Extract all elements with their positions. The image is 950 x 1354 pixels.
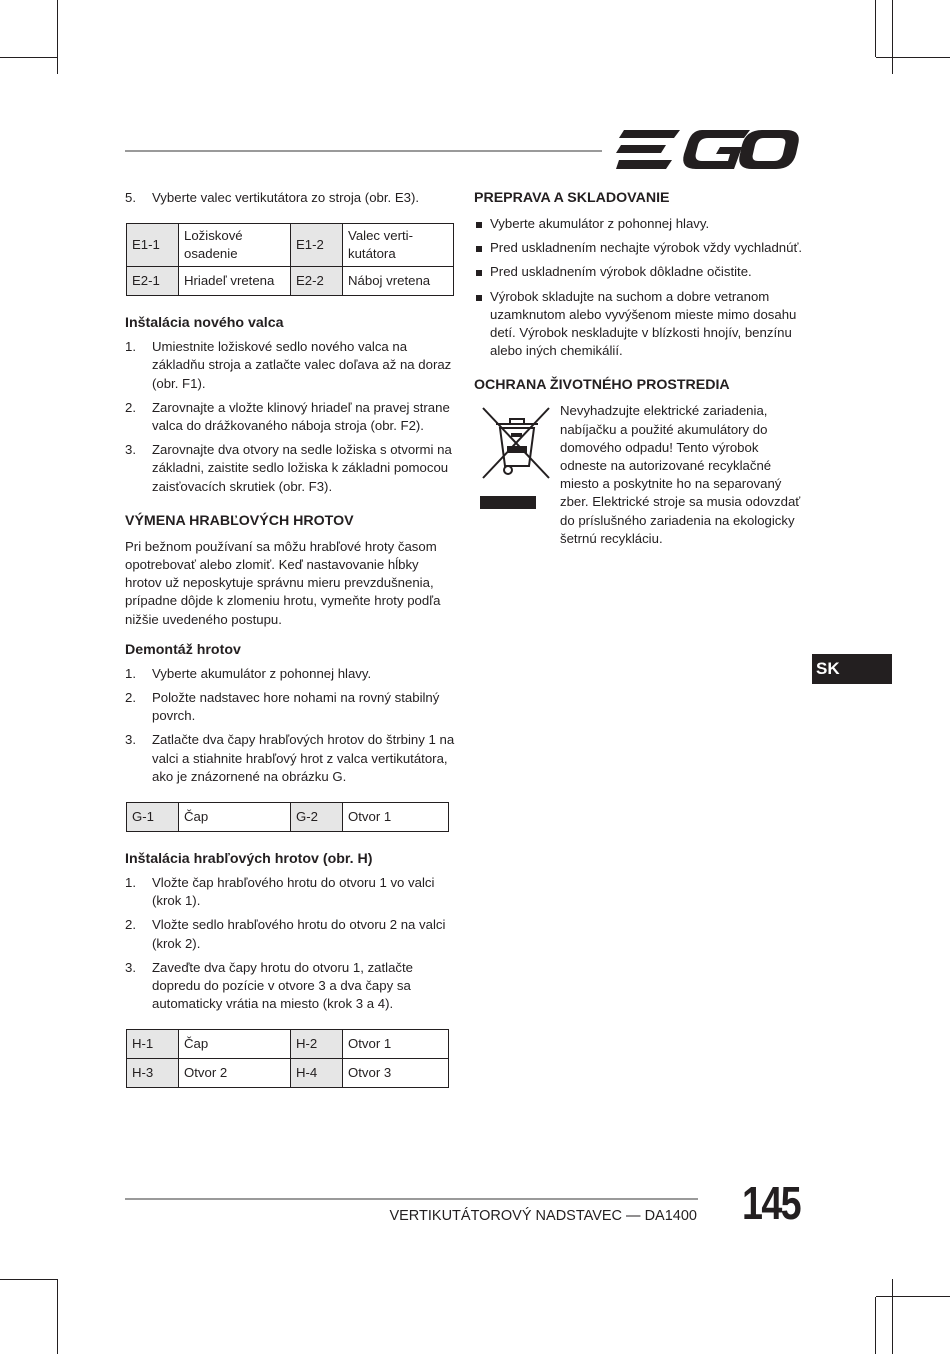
crop-mark [0, 1279, 57, 1280]
list-item [125, 441, 455, 496]
table-cell: E2-2 [291, 267, 343, 296]
crop-mark [876, 1296, 950, 1297]
language-tab: SK [812, 654, 892, 684]
table-row [127, 267, 454, 296]
step-list-remove-tines [125, 665, 455, 786]
table-cell: H-2 [291, 1030, 343, 1059]
crop-mark [0, 57, 57, 58]
table-cell: Otvor 1 [343, 803, 449, 832]
table-row [127, 1030, 449, 1059]
table-cell: Otvor 1 [343, 1030, 449, 1059]
footer-title: VERTIKUTÁTOROVÝ NADSTAVEC — DA1400 [389, 1208, 697, 1224]
step-text: Zatlačte dva čapy hrabľových hrotov do štrbiny 1 na valci a stiahnite hrabľový hrot z valca vertikutátora, ako je znázornené na obrázku G. [152, 732, 455, 784]
reference-table-h [126, 1029, 449, 1088]
step-number: 2. [125, 917, 136, 933]
reference-table-g [126, 802, 449, 832]
table-row [127, 1059, 449, 1088]
section-heading-install-tines: Inštalácia hrabľových hrotov (obr. H) [125, 851, 373, 868]
bullet-list-transport [474, 215, 804, 360]
table-cell: E1-1 [127, 224, 179, 267]
step-list-install-tines [125, 874, 455, 1013]
section-heading-replace-tines: VÝMENA HRABĽOVÝCH HROTOV [125, 512, 354, 529]
reference-table-e [126, 223, 454, 296]
list-item: Pred uskladnením výrobok dôkladne očistite. [474, 263, 804, 281]
list-item [125, 665, 455, 683]
step-text: Vložte čap hrabľového hrotu do otvoru 1 vo valci (krok 1). [152, 875, 435, 909]
step-list-install-roller [125, 338, 455, 496]
step-text: Vyberte valec vertikutátora zo stroja (obr. E3). [152, 190, 420, 205]
paragraph-replace-tines: Pri bežnom používaní sa môžu hrabľové hroty časom opotrebovať alebo zlomiť. Keď nastavovanie hĺbky hrotov už neposkytuje správnu mieru prevzdušnenia, prípadne dôjde k zlomeniu hrotu, vymeňte hroty podľa nižšie uvedeného postupu. [125, 538, 441, 627]
footer-rule [125, 1198, 698, 1200]
table-cell: Otvor 3 [343, 1059, 449, 1088]
step-text: Umiestnite ložiskové sedlo nového valca na základňu stroja a zatlačte valec doľava až na doraz (obr. F1). [152, 339, 452, 391]
table-row [127, 803, 449, 832]
table-row [127, 224, 454, 267]
list-item: Výrobok skladujte na suchom a dobre vetranom uzamknutom alebo vyvýšenom mieste mimo dosahu detí. Výrobok neskladujte v blízkosti hnojív, benzínu alebo iných chemikálií. [474, 288, 804, 361]
step-number: 3. [125, 442, 136, 458]
step-number: 1. [125, 665, 136, 681]
list-item: Pred uskladnením nechajte výrobok vždy vychladnúť. [474, 239, 804, 257]
list-item [125, 874, 455, 910]
list-item [125, 189, 455, 207]
table-cell: Čap [179, 803, 291, 832]
left-column [125, 189, 455, 1088]
table-cell: G-2 [291, 803, 343, 832]
step-number: 3. [125, 959, 136, 975]
step-text: Zaveďte dva čapy hrotu do otvoru 1, zatlačte dopredu do pozície v otvore 3 a dva čapy sa automaticky vrátia na miesto (krok 3 a 4). [152, 959, 414, 1012]
step-text: Položte nadstavec hore nohami na rovný stabilný povrch. [152, 690, 440, 724]
list-item [125, 689, 455, 725]
section-heading-install-roller: Inštalácia nového valca [125, 315, 284, 332]
list-item [125, 731, 455, 786]
table-cell: Náboj vretena [343, 267, 454, 296]
step-number: 3. [125, 732, 136, 748]
right-column [474, 189, 804, 548]
crop-mark [875, 0, 876, 57]
list-item [125, 916, 455, 952]
section-heading-remove-tines: Demontáž hrotov [125, 641, 241, 658]
step-number: 2. [125, 690, 136, 706]
crop-mark [892, 0, 893, 74]
environment-text: Nevyhadzujte elektrické zariadenia, nabíjačku a použité akumulátory do domového odpadu! Tento výrobok odneste na autorizované recyklačné miesto a poskytnite ho na separovaný zber. Elektrické stroje sa musia odovzdať do príslušného zariadenia na ekologicky šetrnú recykláciu. [560, 403, 801, 546]
ego-logo [616, 128, 801, 172]
header-rule [125, 150, 602, 152]
step-text: Zarovnajte a vložte klinový hriadeľ na pravej strane valca do drážkovaného náboja stroja (obr. F2). [152, 399, 450, 434]
page-number: 145 [742, 1177, 801, 1229]
table-cell: Čap [179, 1030, 291, 1059]
table-cell: E1-2 [291, 224, 343, 267]
step-list-remove-roller [125, 189, 455, 207]
list-item [125, 338, 455, 393]
step-number: 1. [125, 875, 136, 891]
step-text: Vložte sedlo hrabľového hrotu do otvoru 2 na valci (krok 2). [152, 917, 446, 951]
step-number: 5. [125, 190, 136, 205]
table-cell: Ložiskové osadenie [179, 224, 291, 267]
step-text: Vyberte akumulátor z pohonnej hlavy. [152, 665, 372, 681]
table-cell: Valec vertikutátora [343, 224, 454, 267]
crop-mark [875, 1297, 876, 1354]
crop-mark [892, 1279, 893, 1354]
list-item [125, 959, 455, 1014]
list-item: Vyberte akumulátor z pohonnej hlavy. [474, 215, 804, 233]
table-cell: Otvor 2 [179, 1059, 291, 1088]
table-cell: Hriadeľ vretena [179, 267, 291, 296]
table-cell: H-1 [127, 1030, 179, 1059]
section-heading-transport: PREPRAVA A SKLADOVANIE [474, 190, 670, 206]
environment-block [474, 402, 804, 548]
step-number: 1. [125, 339, 136, 355]
crop-mark [57, 1279, 58, 1354]
list-item [125, 399, 455, 435]
step-text: Zarovnajte dva otvory na sedle ložiska s otvormi na základni, zaistite sedlo ložiska k základni pomocou zaisťovacích skrutiek (obr. F3). [152, 442, 452, 494]
table-cell: H-4 [291, 1059, 343, 1088]
table-cell: E2-1 [127, 267, 179, 296]
table-cell: H-3 [127, 1059, 179, 1088]
step-number: 2. [125, 399, 136, 415]
crop-mark [876, 57, 950, 58]
section-heading-environment: OCHRANA ŽIVOTNÉHO PROSTREDIA [474, 377, 730, 394]
crossed-out-wheelie-bin-icon [480, 402, 554, 510]
table-cell: G-1 [127, 803, 179, 832]
crop-mark [57, 0, 58, 74]
